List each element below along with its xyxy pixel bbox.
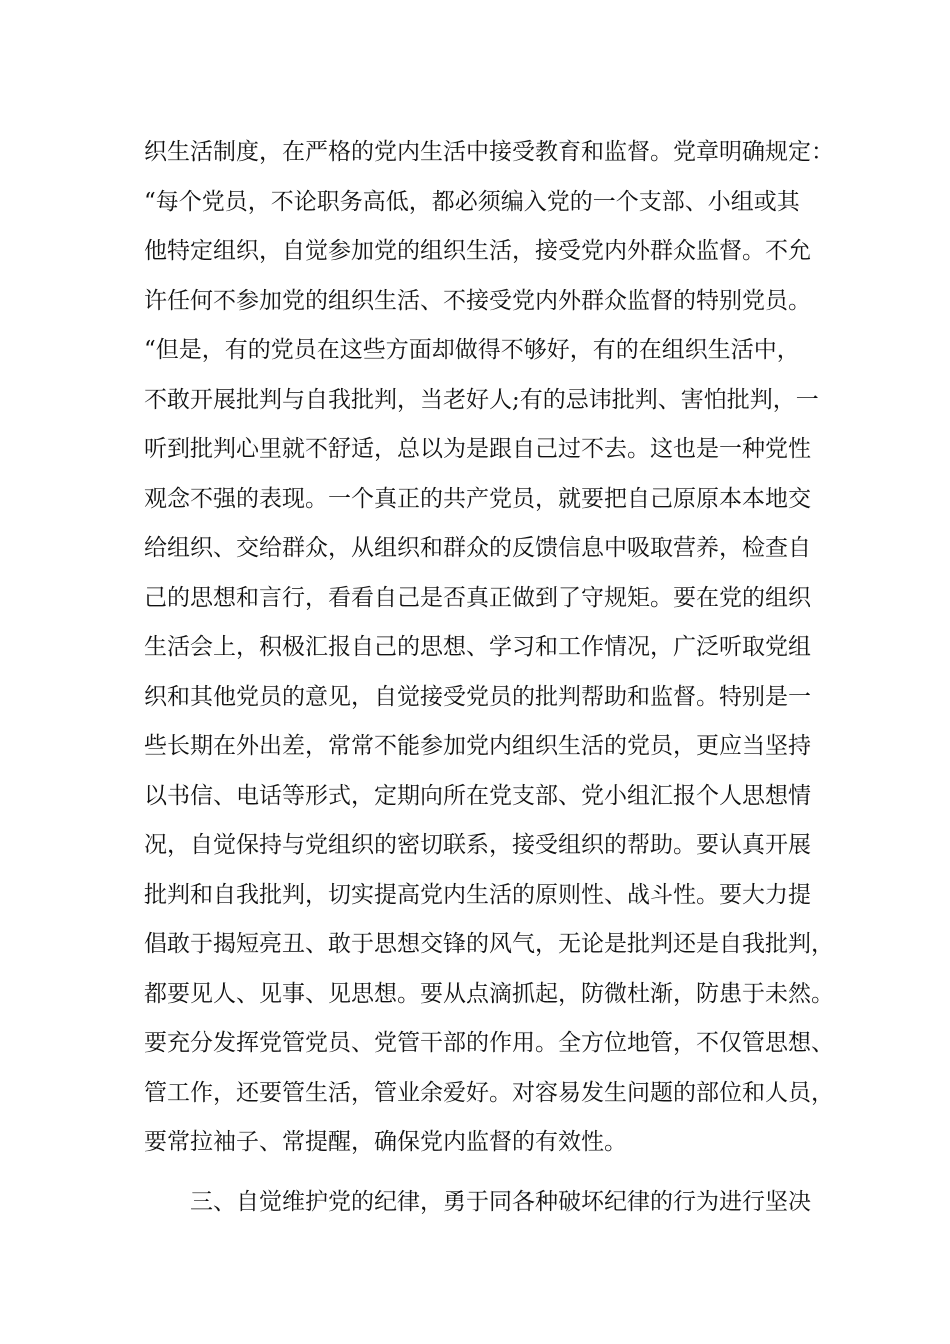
text-line: 观念不强的表现。一个真正的共产党员，就要把自己原原本本地交	[144, 485, 811, 512]
text-line: 给组织、交给群众，从组织和群众的反馈信息中吸取营养，检查自	[144, 535, 811, 561]
text-line: 要常拉袖子、常提醒，确保党内监督的有效性。	[144, 1129, 627, 1155]
text-line: 些长期在外出差，常常不能参加党内组织生活的党员，更应当坚持	[144, 733, 811, 759]
text-line: 许任何不参加党的组织生活、不接受党内外群众监督的特别党员。	[144, 287, 811, 314]
text-line: 况，自觉保持与党组织的密切联系，接受组织的帮助。要认真开展	[144, 832, 811, 858]
section-heading-line: 三、自觉维护党的纪律，勇于同各种破坏纪律的行为进行坚决	[190, 1188, 811, 1215]
text-line: 不敢开展批判与自我批判，当老好人;有的忌讳批判、害怕批判，一	[144, 386, 819, 413]
text-line: 织生活制度，在严格的党内生活中接受教育和监督。党章明确规定：	[144, 139, 834, 165]
text-line: “但是，有的党员在这些方面却做得不够好，有的在组织生活中，	[144, 337, 800, 363]
text-line: 倡敢于揭短亮丑、敢于思想交锋的风气，无论是批判还是自我批判，	[144, 931, 834, 957]
document-body	[144, 128, 834, 1227]
text-line: 织和其他党员的意见，自觉接受党员的批判帮助和监督。特别是一	[144, 683, 811, 710]
text-line: 听到批判心里就不舒适，总以为是跟自己过不去。这也是一种党性	[144, 436, 811, 462]
text-line: 以书信、电话等形式，定期向所在党支部、党小组汇报个人思想情	[144, 782, 811, 809]
text-line: 批判和自我批判，切实提高党内生活的原则性、战斗性。要大力提	[144, 881, 811, 908]
text-line: “每个党员，不论职务高低，都必须编入党的一个支部、小组或其	[144, 188, 800, 215]
text-line: 他特定组织，自觉参加党的组织生活，接受党内外群众监督。不允	[144, 238, 811, 264]
text-line: 要充分发挥党管党员、党管干部的作用。全方位地管，不仅管思想、	[144, 1030, 834, 1056]
text-line: 己的思想和言行，看看自己是否真正做到了守规矩。要在党的组织	[144, 584, 811, 611]
text-line: 都要见人、见事、见思想。要从点滴抓起，防微杜渐，防患于未然。	[144, 980, 834, 1007]
text-line: 生活会上，积极汇报自己的思想、学习和工作情况，广泛听取党组	[144, 634, 811, 660]
text-line: 管工作，还要管生活，管业余爱好。对容易发生问题的部位和人员，	[144, 1079, 834, 1106]
